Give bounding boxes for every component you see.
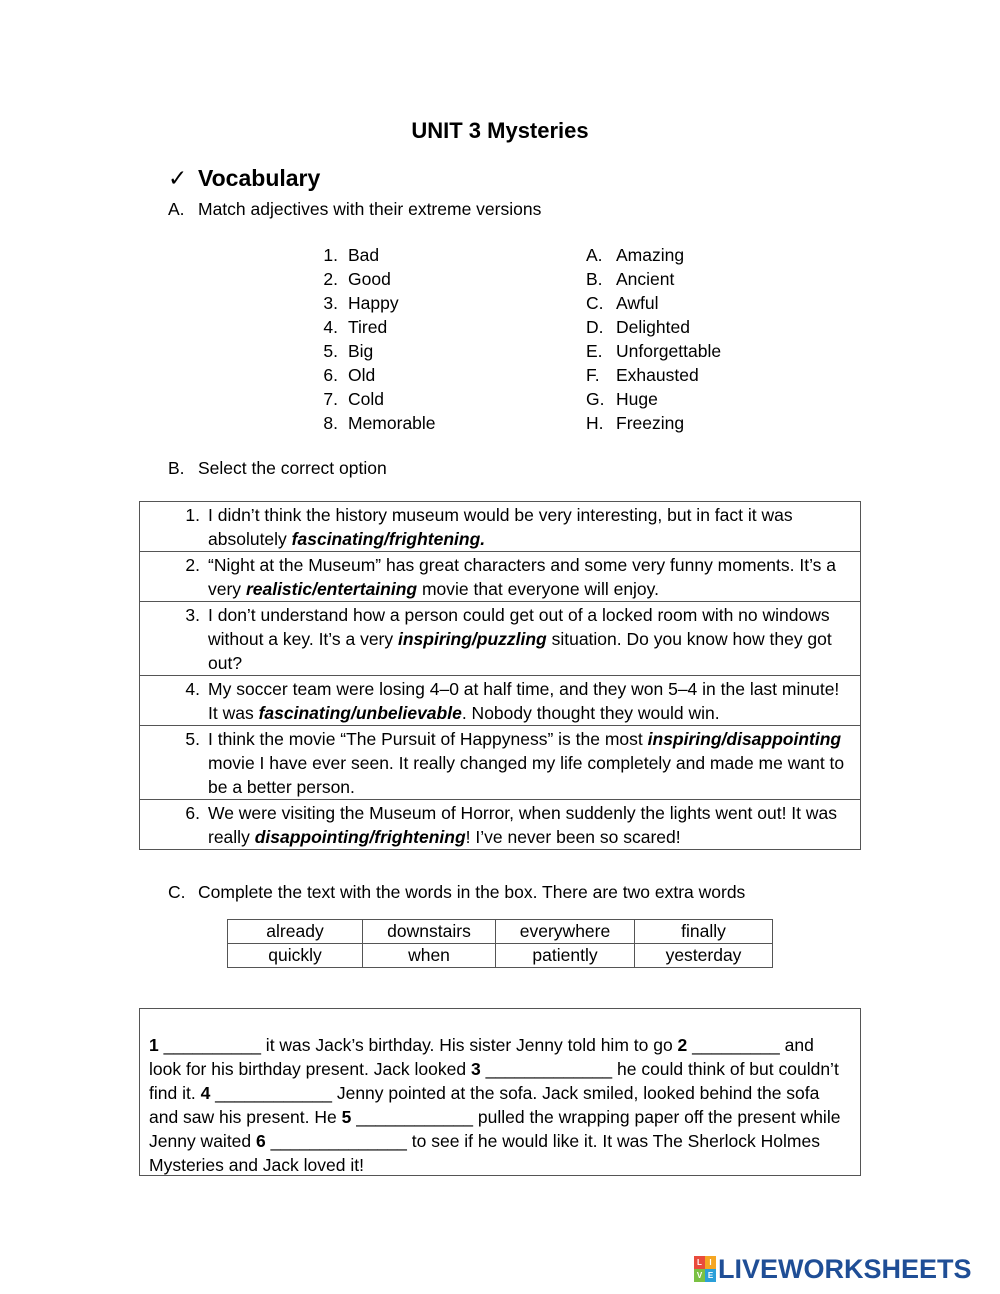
gap-fill-text <box>139 1008 861 1176</box>
word-box-word: when <box>363 944 496 968</box>
liveworksheets-logo <box>694 1254 972 1284</box>
logo-icon-letter: L <box>694 1256 705 1269</box>
adjective-item <box>318 267 436 291</box>
extreme-word: Unforgettable <box>616 341 722 361</box>
gap-blank-1[interactable]: __________ <box>163 1035 261 1055</box>
text-segment: he could think of but couldn’t find it. <box>149 1059 839 1103</box>
question-text-before: My soccer team were losing 4–0 at half time, and they won 5–4 in the last minute! It was <box>208 679 840 723</box>
section-b-text: Select the correct option <box>198 458 387 478</box>
gap-number: 3 <box>470 1059 481 1079</box>
table-row <box>140 800 861 850</box>
question-number: 3. <box>185 605 200 625</box>
checkmark-icon: ✓ <box>168 165 188 191</box>
extreme-letter: A. <box>586 245 603 265</box>
question-text-after: situation. Do you know how they got out? <box>208 629 832 673</box>
gap-number: 6 <box>256 1131 266 1151</box>
question-number: 5. <box>185 729 200 749</box>
extreme-letter: C. <box>586 293 604 313</box>
extreme-word: Freezing <box>616 413 685 433</box>
gap-number: 5 <box>341 1107 352 1127</box>
table-row <box>140 676 861 726</box>
extreme-letter: H. <box>586 413 604 433</box>
text-segment: and look for his birthday present. Jack looked <box>149 1035 814 1079</box>
question-text <box>208 503 860 551</box>
extreme-letter: F. <box>586 365 600 385</box>
section-a-text: Match adjectives with their extreme versions <box>198 199 542 219</box>
section-b-letter: B. <box>168 458 185 478</box>
adjective-number: 3. <box>323 293 338 313</box>
table-row <box>140 502 861 552</box>
text-segment: Jenny pointed at the sofa. Jack smiled, looked behind the sofa and saw his present. He <box>149 1083 820 1127</box>
section-c-letter: C. <box>168 882 186 902</box>
question-text-after: movie that everyone will enjoy. <box>417 579 659 599</box>
extreme-word: Exhausted <box>616 365 699 385</box>
table-cell <box>140 726 861 800</box>
gap-number: 1 <box>149 1035 159 1055</box>
extreme-item <box>586 411 721 435</box>
word-box-word: finally <box>635 920 773 944</box>
question-text <box>208 727 860 799</box>
question-text-after: ! I’ve never been so scared! <box>465 827 681 847</box>
gap-blank-6[interactable]: ______________ <box>270 1131 407 1151</box>
extreme-word: Awful <box>616 293 659 313</box>
worksheet-title: UNIT 3 Mysteries <box>411 118 589 143</box>
question-text-after: movie I have ever seen. It really changed my life completely and made me want to be a better person. <box>208 753 845 797</box>
extreme-word: Ancient <box>616 269 675 289</box>
word-box-word: patiently <box>496 944 635 968</box>
adjective-word: Cold <box>348 389 384 409</box>
extreme-adjective-list <box>586 243 721 435</box>
adjective-word: Happy <box>348 293 399 313</box>
gap-blank-5[interactable]: ____________ <box>356 1107 474 1127</box>
select-option-table <box>139 501 861 850</box>
question-number: 2. <box>185 555 200 575</box>
gap-number: 4 <box>200 1083 211 1103</box>
question-text-before: We were visiting the Museum of Horror, when suddenly the lights went out! It was really <box>208 803 838 847</box>
section-c-instruction <box>168 882 745 903</box>
text-segment: to see if he would like it. It was The Sherlock Holmes Mysteries and Jack loved it! <box>149 1131 820 1175</box>
word-box-row <box>228 920 773 944</box>
word-box-row <box>228 944 773 968</box>
adjective-item <box>318 387 436 411</box>
adjective-word: Bad <box>348 245 380 265</box>
table-cell <box>140 552 861 602</box>
extreme-letter: G. <box>586 389 605 409</box>
text-segment: pulled the wrapping paper off the present while Jenny waited <box>149 1107 841 1151</box>
section-a-letter: A. <box>168 199 185 219</box>
gap-blank-2[interactable]: _________ <box>692 1035 780 1055</box>
extreme-letter: D. <box>586 317 604 337</box>
section-c-text: Complete the text with the words in the box. There are two extra words <box>198 882 746 902</box>
question-text <box>208 553 860 601</box>
logo-icon <box>694 1256 716 1282</box>
extreme-letter: E. <box>586 341 603 361</box>
table-cell <box>140 676 861 726</box>
adjective-item <box>318 339 436 363</box>
adjective-item <box>318 363 436 387</box>
question-text-before: “Night at the Museum” has great characters and some very funny moments. It’s a very <box>208 555 837 599</box>
extreme-item <box>586 363 721 387</box>
adjective-item <box>318 315 436 339</box>
extreme-word: Amazing <box>616 245 685 265</box>
adjective-number: 6. <box>323 365 338 385</box>
extreme-item <box>586 267 721 291</box>
adjective-word: Old <box>348 365 376 385</box>
adjective-item <box>318 243 436 267</box>
extreme-item <box>586 387 721 411</box>
adjective-number: 4. <box>323 317 338 337</box>
section-b-instruction <box>168 458 387 479</box>
table-row <box>140 552 861 602</box>
adjective-word: Good <box>348 269 391 289</box>
vocabulary-heading-text: Vocabulary <box>198 165 321 191</box>
logo-icon-letter: I <box>705 1256 716 1269</box>
answer-options[interactable]: inspiring/disappointing <box>647 729 842 749</box>
word-box-word: yesterday <box>635 944 773 968</box>
answer-options[interactable]: fascinating/unbelievable <box>258 703 462 723</box>
gap-number: 2 <box>677 1035 688 1055</box>
word-box-word: everywhere <box>496 920 635 944</box>
question-text <box>208 603 860 675</box>
vocabulary-heading <box>168 165 320 192</box>
question-number: 1. <box>185 505 200 525</box>
logo-text: LIVEWORKSHEETS <box>718 1253 972 1284</box>
adjective-item <box>318 291 436 315</box>
table-cell <box>140 800 861 850</box>
adjective-number: 1. <box>323 245 338 265</box>
word-box-word: quickly <box>228 944 363 968</box>
adjective-word: Tired <box>348 317 388 337</box>
logo-icon-letter: E <box>705 1269 716 1282</box>
question-text-before: I think the movie “The Pursuit of Happyness” is the most <box>208 729 648 749</box>
extreme-item <box>586 243 721 267</box>
adjective-item <box>318 411 436 435</box>
text-segment: it was Jack’s birthday. His sister Jenny told him to go <box>260 1035 678 1055</box>
extreme-word: Huge <box>616 389 658 409</box>
answer-options[interactable]: fascinating/frightening. <box>291 529 486 549</box>
word-box-word: downstairs <box>363 920 496 944</box>
gap-blank-3[interactable]: _____________ <box>485 1059 613 1079</box>
extreme-item <box>586 291 721 315</box>
adjective-list <box>318 243 436 435</box>
extreme-item <box>586 315 721 339</box>
table-cell <box>140 602 861 676</box>
answer-options[interactable]: inspiring/puzzling <box>398 629 547 649</box>
question-text <box>208 677 860 725</box>
question-text-before: I don’t understand how a person could get out of a locked room with no windows without a key. It’s a very <box>208 605 830 649</box>
adjective-number: 2. <box>323 269 338 289</box>
question-text-before: I didn’t think the history museum would be very interesting, but in fact it was absolutely <box>208 505 793 549</box>
table-cell <box>140 502 861 552</box>
adjective-number: 7. <box>323 389 338 409</box>
gap-blank-4[interactable]: ____________ <box>215 1083 332 1103</box>
table-row <box>140 726 861 800</box>
adjective-word: Memorable <box>348 413 436 433</box>
answer-options[interactable]: disappointing/frightening <box>254 827 466 847</box>
logo-icon-letter: V <box>694 1269 705 1282</box>
question-number: 6. <box>185 803 200 823</box>
table-row <box>140 602 861 676</box>
word-box-word: already <box>228 920 363 944</box>
extreme-item <box>586 339 721 363</box>
adjective-number: 5. <box>323 341 338 361</box>
question-number: 4. <box>185 679 200 699</box>
question-text <box>208 801 860 849</box>
section-a-instruction <box>168 199 541 220</box>
question-text-after: . Nobody thought they would win. <box>461 703 720 723</box>
extreme-word: Delighted <box>616 317 690 337</box>
answer-options[interactable]: realistic/entertaining <box>245 579 418 599</box>
word-box <box>227 919 773 968</box>
extreme-letter: B. <box>586 269 603 289</box>
adjective-number: 8. <box>323 413 338 433</box>
adjective-word: Big <box>348 341 374 361</box>
